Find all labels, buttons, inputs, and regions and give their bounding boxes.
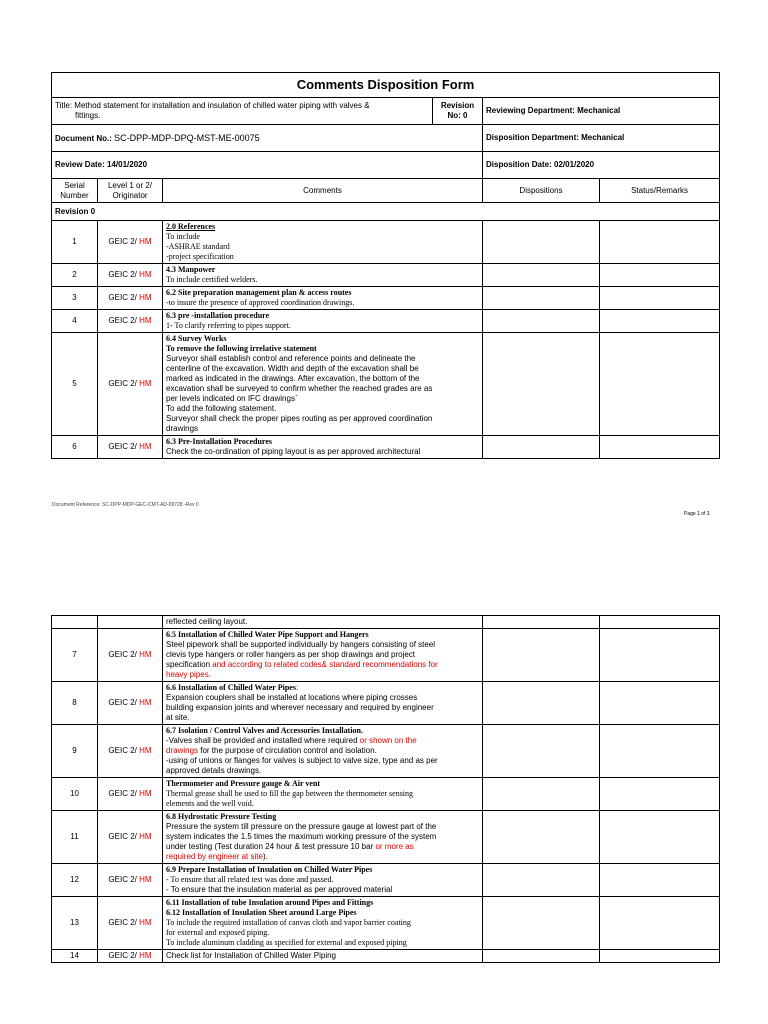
document-no-label: Document No.: [55,133,112,143]
originator-initials: HM [139,746,152,755]
comment-line: Surveyor shall check the proper pipes routing as per approved coordination [166,414,433,423]
comment-section-heading: 6.2 Site preparation management plan & access routes [166,288,352,297]
comment-section-heading: 6.4 Survey Works [166,334,227,343]
col-header-level: Level 1 or 2/ Originator [98,179,163,203]
title-value-line2: fittings. [75,111,101,120]
originator-initials: HM [139,237,152,246]
originator [98,778,163,811]
status-cell [600,811,720,864]
serial-number: 1 [52,221,98,264]
originator-initials: HM [139,789,152,798]
disposition-cell [483,436,600,459]
comment-section-heading: 6.12 Installation of Insulation Sheet around Large Pipes [166,908,357,917]
serial-number: 11 [52,811,98,864]
serial-number: 10 [52,778,98,811]
comment-added-text: or shown on the [359,736,417,745]
comment-row [52,436,720,459]
disposition-cell [483,725,600,778]
originator [98,333,163,436]
comment-text: : [295,683,299,692]
document-no-cell [52,125,483,152]
comment-section-heading: 6.8 Hydrostatic Pressure Testing [166,812,277,821]
comment-line: clevis type hangers or roller hangers as per shop drawings and project [166,650,416,659]
status-cell [600,616,720,629]
comment-row [52,616,720,629]
comment-section-heading: 4.3 Manpower [166,265,216,274]
comment-line: -ASHRAE standard [166,242,230,251]
disposition-cell [483,897,600,950]
comment-line: system indicates the 1.5 times the maximum working pressure of the system [166,832,437,841]
comment-text: specification [166,660,213,669]
comment-line: -to insure the presence of approved coordination drawings. [166,298,355,307]
comment-cell [163,221,483,264]
originator [98,436,163,459]
title-cell [52,98,433,125]
originator-prefix: GEIC 2/ [108,832,140,841]
comment-added-text: or more as [375,842,414,851]
comment-line: To include the required installation of canvas cloth and vapor barrier coating [166,918,411,927]
serial-number: 14 [52,950,98,963]
form-title: Comments Disposition Form [52,73,720,98]
comment-line: excavation shall be surveyed to confirm whether the reached grades are as [166,384,433,393]
status-cell [600,725,720,778]
status-cell [600,950,720,963]
comment-text: under testing (Test duration 24 hour & test pressure 10 bar [166,842,376,851]
comment-line [166,842,479,852]
originator [98,221,163,264]
page-number: Page 1 of 3 [684,511,710,517]
comment-line: Steel pipework shall be supported individually by hangers consisting of steel [166,640,436,649]
disposition-department: Disposition Department: Mechanical [483,125,720,152]
comment-line [166,746,479,756]
document-reference: Document Reference: SC-DPP-MDP-GEC-CMT-AD-09728 -Rev 0 [52,502,199,508]
disposition-cell [483,616,600,629]
serial-number: 12 [52,864,98,897]
serial-number: 3 [52,287,98,310]
originator [98,264,163,287]
comment-row [52,778,720,811]
comment-line: - To ensure that all related test was done and passed. [166,875,334,884]
comment-added-text: required by engineer at site [166,852,263,861]
comment-line: marked as indicated in the drawings. After excavation, the bottom of the [166,374,420,383]
comment-text: -Valves shall be provided and installed where required [166,736,360,745]
status-cell [600,287,720,310]
comment-line: Thermal grease shall be used to fill the gap between the thermometer sensing [166,789,414,798]
status-cell [600,333,720,436]
originator-initials: HM [139,951,152,960]
originator-prefix: GEIC 2/ [108,650,140,659]
status-cell [600,221,720,264]
comment-cell [163,333,483,436]
disposition-cell [483,811,600,864]
serial-number: 7 [52,629,98,682]
comment-line: Check the co-ordination of piping layout is as per approved architectural [166,447,421,456]
originator [98,864,163,897]
comment-row [52,333,720,436]
comment-text: 6.6 Installation of Chilled Water Pipes [166,683,296,692]
serial-number: 6 [52,436,98,459]
originator-prefix: GEIC 2/ [108,789,140,798]
comment-row [52,682,720,725]
col-header-comments: Comments [163,179,483,203]
originator-initials: HM [139,442,152,451]
comment-line: -project specification [166,252,234,261]
comment-row [52,221,720,264]
comment-line [166,852,479,862]
originator-prefix: GEIC 2/ [108,918,140,927]
disposition-cell [483,778,600,811]
comment-cell [163,287,483,310]
originator-prefix: GEIC 2/ [108,951,140,960]
comment-line [166,660,479,670]
originator-initials: HM [139,270,152,279]
originator-prefix: GEIC 2/ [108,316,140,325]
comment-added-text: drawings [166,746,199,755]
originator-initials: HM [139,650,152,659]
revision-section-label: Revision 0 [52,203,720,221]
comment-line: centerline of the excavation. Width and depth of the excavation shall be [166,364,419,373]
originator-prefix: GEIC 2/ [108,379,140,388]
disposition-cell [483,264,600,287]
comment-line: To include [166,232,200,241]
col-header-status: Status/Remarks [600,179,720,203]
serial-number: 8 [52,682,98,725]
status-cell [600,436,720,459]
comment-line: elements and the well void. [166,799,254,808]
comment-row [52,725,720,778]
status-cell [600,310,720,333]
comment-cell [163,682,483,725]
comment-line: reflected ceiling layout. [166,617,248,626]
comment-line: Check list for Installation of Chilled Water Piping [166,951,336,960]
comment-line: at site. [166,713,190,722]
serial-number: 4 [52,310,98,333]
disposition-cell [483,682,600,725]
disposition-cell [483,221,600,264]
originator-initials: HM [139,379,152,388]
title-value: Method statement for installation and insulation of chilled water piping with valves & [74,101,370,110]
originator-prefix: GEIC 2/ [108,293,140,302]
comment-line: Expansion couplers shall be installed at locations where piping crosses [166,693,418,702]
status-cell [600,897,720,950]
comment-line: drawings [166,424,199,433]
comment-row [52,310,720,333]
comment-line: -using of unions or flanges for valves is subject to valve size, type and as per [166,756,438,765]
comment-line: Pressure the system till pressure on the pressure gauge at lowest part of the [166,822,437,831]
comment-cell [163,778,483,811]
comment-cell [163,864,483,897]
comment-line: Surveyor shall establish control and reference points and delineate the [166,354,416,363]
originator-prefix: GEIC 2/ [108,237,140,246]
originator [98,310,163,333]
comment-cell [163,897,483,950]
originator [98,950,163,963]
comment-cell [163,616,483,629]
title-label: Title: [55,101,73,110]
originator [98,616,163,629]
originator [98,811,163,864]
comment-section-heading: 6.3 pre -installation procedure [166,311,270,320]
comment-row [52,811,720,864]
comment-section-heading: 2.0 References [166,222,216,231]
originator [98,725,163,778]
comment-section-heading: Thermometer and Pressure gauge & Air vent [166,779,321,788]
comment-section-heading: To remove the following irrelative statement [166,344,317,353]
originator-initials: HM [139,875,152,884]
comment-row [52,864,720,897]
comment-added-text: and according to related codes& standard recommendations for [212,660,438,669]
originator [98,897,163,950]
col-header-serial: Serial Number [52,179,98,203]
originator-prefix: GEIC 2/ [108,875,140,884]
comment-cell [163,725,483,778]
comment-row [52,264,720,287]
originator-prefix: GEIC 2/ [108,698,140,707]
comment-text: for the purpose of circulation control and isolation. [198,746,377,755]
originator-initials: HM [139,698,152,707]
comment-cell [163,264,483,287]
originator-prefix: GEIC 2/ [108,442,140,451]
comment-row [52,950,720,963]
serial-number: 13 [52,897,98,950]
comment-line: building expansion joints and wherever necessary and required by engineer [166,703,434,712]
review-date: Review Date: 14/01/2020 [52,152,483,179]
status-cell [600,682,720,725]
comment-cell [163,811,483,864]
disposition-cell [483,333,600,436]
serial-number: 5 [52,333,98,436]
comment-line [166,683,479,693]
comment-section-heading: 6.9 Prepare Installation of Insulation on Chilled Water Pipes [166,865,373,874]
comment-section-heading: 6.11 Installation of tube Insulation around Pipes and Fittings [166,898,374,907]
comment-line: - To ensure that the insulation material as per approved material [166,885,393,894]
comment-line: To add the following statement. [166,404,277,413]
disposition-cell [483,950,600,963]
status-cell [600,864,720,897]
revision-no: Revision No: 0 [433,98,483,125]
comment-line: To include aluminum cladding as specified for external and exposed piping [166,938,407,947]
originator-prefix: GEIC 2/ [108,270,140,279]
status-cell [600,629,720,682]
comment-section-heading: 6.7 Isolation / Control Valves and Accessories Installation. [166,726,363,735]
originator-initials: HM [139,918,152,927]
comment-line: for external and exposed piping. [166,928,270,937]
disposition-cell [483,310,600,333]
serial-number: 2 [52,264,98,287]
originator-initials: HM [139,293,152,302]
document-no: SC-DPP-MDP-DPQ-MST-ME-00075 [114,132,260,143]
comment-added-text: heavy pipes. [166,670,211,679]
comment-row [52,287,720,310]
comment-line [166,736,479,746]
comment-line: To include certified welders. [166,275,258,284]
comment-cell [163,310,483,333]
comment-cell [163,436,483,459]
reviewing-department: Reviewing Department: Mechanical [483,98,720,125]
comment-cell [163,629,483,682]
page1-form-table [51,72,720,459]
status-cell [600,264,720,287]
status-cell [600,778,720,811]
comment-section-heading: 6.3 Pre-Installation Procedures [166,437,272,446]
disposition-cell [483,629,600,682]
serial-number: 9 [52,725,98,778]
comment-row [52,897,720,950]
originator [98,629,163,682]
col-header-dispositions: Dispositions [483,179,600,203]
page2-form-table [51,615,720,963]
comment-section-heading: 6.5 Installation of Chilled Water Pipe Support and Hangers [166,630,369,639]
comment-row [52,629,720,682]
originator-initials: HM [139,316,152,325]
disposition-cell [483,287,600,310]
comment-text: ). [262,852,268,861]
serial-number [52,616,98,629]
originator [98,287,163,310]
originator-initials: HM [139,832,152,841]
comment-cell [163,950,483,963]
disposition-cell [483,864,600,897]
disposition-date: Disposition Date: 02/01/2020 [483,152,720,179]
comment-line: approved details drawings. [166,766,262,775]
comment-line: per levels indicated on IFC drawings` [166,394,298,403]
originator-prefix: GEIC 2/ [108,746,140,755]
originator [98,682,163,725]
comment-line: 1- To clarify referring to pipes support. [166,321,291,330]
